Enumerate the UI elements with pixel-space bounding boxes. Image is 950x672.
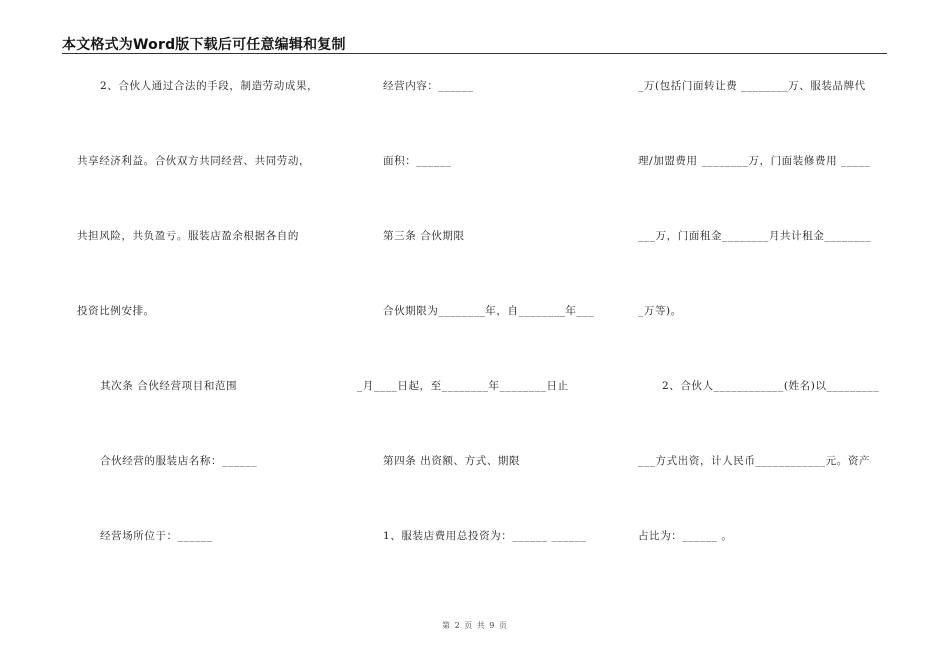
left-line-5: 其次条 合伙经营项目和范围	[100, 380, 238, 392]
left-line-3: 共担风险，共负盈亏。服装店盈余根据各自的	[77, 230, 299, 242]
right-line-2: 理/加盟费用 ________万，门面装修费用 _____	[638, 155, 871, 167]
right-line-1: _万(包括门面转让费 ________万、服装品牌代	[638, 80, 866, 92]
document-header-title: 本文格式为Word版下载后可任意编辑和复制	[62, 37, 346, 53]
left-line-4: 投资比例安排。	[77, 305, 155, 317]
right-line-4: _万等)。	[638, 305, 682, 317]
page-number: 第 2 页 共 9 页	[442, 621, 508, 630]
header-divider	[62, 53, 887, 54]
left-line-2: 共享经济利益。合伙双方共同经营、共同劳动，	[77, 155, 311, 167]
right-line-6: ___方式出资，计人民币____________元。资产	[638, 455, 871, 467]
middle-line-2: 面积：______	[383, 155, 452, 167]
left-line-7: 经营场所位于：______	[100, 530, 213, 542]
middle-line-5: _月____日起，至________年________日止	[357, 380, 569, 392]
middle-line-3: 第三条 合伙期限	[383, 230, 465, 242]
left-line-1: 2、合伙人通过合法的手段，制造劳动成果，	[100, 80, 319, 92]
right-line-5: 2、合伙人____________(姓名)以_________	[662, 380, 880, 392]
middle-line-1: 经营内容：______	[383, 80, 474, 92]
left-line-6: 合伙经营的服装店名称：______	[100, 455, 258, 467]
right-line-3: ___万，门面租金________月共计租金________	[638, 230, 872, 242]
right-line-7: 占比为：______ 。	[638, 530, 733, 542]
middle-line-7: 1、服装店费用总投资为：______ ______	[383, 530, 587, 542]
middle-line-6: 第四条 出资额、方式、期限	[383, 455, 521, 467]
middle-line-4: 合伙期限为________年，自________年___	[383, 305, 595, 317]
